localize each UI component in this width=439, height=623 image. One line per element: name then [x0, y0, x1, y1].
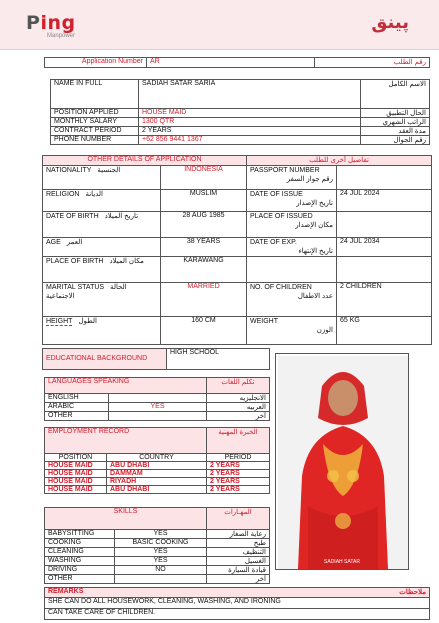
personal-info-table — [50, 79, 430, 145]
personal-label: CONTRACT PERIOD — [51, 127, 139, 136]
skill-label-ar: رعاية الصغار — [207, 530, 270, 539]
detail-label — [43, 190, 161, 212]
skill-label-ar: الغسيل — [207, 557, 270, 566]
employment-country: DAMMAM — [107, 470, 207, 478]
detail-value: KARAWANG — [161, 257, 247, 283]
applicant-photo — [275, 353, 409, 570]
detail-label-2-en: WEIGHT — [250, 318, 278, 325]
employment-row — [45, 462, 270, 470]
language-label: ENGLISH — [45, 394, 109, 403]
languages-table — [44, 377, 270, 421]
detail-label — [43, 283, 161, 317]
language-row — [45, 403, 270, 412]
detail-label-2-en: DATE OF ISSUE — [250, 191, 303, 198]
detail-label-2-en: PASSPORT NUMBER — [250, 167, 320, 174]
personal-value: SADIAH SATAR SARIA — [139, 80, 361, 109]
skill-value: NO — [115, 566, 207, 575]
language-label-ar: آخر — [207, 412, 270, 421]
detail-value: MUSLIM — [161, 190, 247, 212]
detail-label-ar: العمر — [66, 239, 83, 246]
education-table — [42, 348, 270, 370]
personal-label-ar: رقم الجوال — [361, 136, 430, 145]
detail-value: 160 CM — [161, 317, 247, 345]
personal-row — [51, 80, 430, 109]
skill-label: COOKING — [45, 539, 115, 548]
detail-label-2 — [247, 166, 337, 190]
skill-value — [115, 575, 207, 584]
other-details-row — [43, 257, 432, 283]
personal-row — [51, 136, 430, 145]
language-value: YES — [109, 403, 207, 412]
detail-label-2 — [247, 212, 337, 238]
detail-label — [43, 257, 161, 283]
employment-column-header: COUNTRY — [107, 454, 207, 462]
header-banner — [0, 0, 439, 50]
detail-label-2-en: PLACE OF ISSUED — [250, 213, 313, 220]
detail-label-en: PLACE OF BIRTH — [46, 258, 104, 265]
remarks-table — [44, 587, 430, 620]
logo-subtitle: Manpower — [47, 33, 76, 39]
employment-position: HOUSE MAID — [45, 470, 107, 478]
employment-table — [44, 427, 270, 494]
employment-country: RIYADH — [107, 478, 207, 486]
detail-label — [43, 166, 161, 190]
detail-label-2-ar: الوزن — [316, 327, 333, 334]
detail-label-en: RELIGION — [46, 191, 80, 198]
skill-value: YES — [115, 530, 207, 539]
personal-value: 2 YEARS — [139, 127, 361, 136]
remarks-line-2: CAN TAKE CARE OF CHILDREN. — [45, 609, 430, 620]
detail-value: 38 YEARS — [161, 238, 247, 257]
personal-label: PHONE NUMBER — [51, 136, 139, 145]
personal-row — [51, 118, 430, 127]
detail-value-2: 24 JUL 2034 — [337, 238, 432, 257]
skill-row — [45, 557, 270, 566]
detail-label-ar: الديانة — [85, 191, 103, 198]
detail-value-2 — [337, 212, 432, 238]
application-number-table — [44, 57, 430, 68]
personal-label-ar: الحال التطبيق — [361, 109, 430, 118]
detail-label-2 — [247, 190, 337, 212]
detail-label-ar: الطول — [78, 318, 97, 325]
applicant-portrait — [278, 356, 408, 569]
employment-period: 2 YEARS — [207, 462, 270, 470]
skill-row — [45, 530, 270, 539]
detail-value-2: 2 CHILDREN — [337, 283, 432, 317]
ping-logo: Ping — [26, 12, 76, 34]
employment-position: HOUSE MAID — [45, 462, 107, 470]
employment-title-ar: الخبرة المهنية — [207, 428, 270, 454]
skill-label-ar: طبخ — [207, 539, 270, 548]
remarks-label-ar: ملاحظات — [259, 588, 429, 598]
skill-label: BABYSITTING — [45, 530, 115, 539]
skill-label: OTHER — [45, 575, 115, 584]
education-label: EDUCATIONAL BACKGROUND — [43, 349, 167, 370]
language-label: OTHER — [45, 412, 109, 421]
language-row — [45, 412, 270, 421]
detail-label — [43, 317, 161, 345]
employment-period: 2 YEARS — [207, 486, 270, 494]
skill-label: DRIVING — [45, 566, 115, 575]
application-number-label-ar: رقم الطلب — [315, 58, 430, 68]
detail-label — [43, 212, 161, 238]
detail-value-2: 65 KG — [337, 317, 432, 345]
detail-label-2 — [247, 317, 337, 345]
detail-label-2 — [247, 283, 337, 317]
skill-row — [45, 539, 270, 548]
detail-label-2 — [247, 257, 337, 283]
personal-row — [51, 127, 430, 136]
detail-label-ar: الجنسية — [97, 167, 121, 174]
employment-position: HOUSE MAID — [45, 486, 107, 494]
language-label-ar: العربيه — [207, 403, 270, 412]
detail-value: MARRIED — [161, 283, 247, 317]
remarks-label: REMARKS — [45, 588, 260, 598]
skill-value: BASIC COOKING — [115, 539, 207, 548]
personal-value: +62 856 9441 1367 — [139, 136, 361, 145]
skill-label-ar: التنظيف — [207, 548, 270, 557]
detail-value: INDONESIA — [161, 166, 247, 190]
other-details-row — [43, 238, 432, 257]
skill-value: YES — [115, 557, 207, 566]
skill-label: WASHING — [45, 557, 115, 566]
detail-label-2-ar: عدد الاطفال — [297, 293, 333, 300]
employment-column-header: POSITION — [45, 454, 107, 462]
language-label: ARABIC — [45, 403, 109, 412]
detail-label-2-ar: رقم جواز السفر — [286, 176, 333, 183]
skill-label: CLEANING — [45, 548, 115, 557]
skill-label-ar: قيادة السيارة — [207, 566, 270, 575]
employment-country: ABU DHABI — [107, 462, 207, 470]
other-details-title: OTHER DETAILS OF APPLICATION — [43, 156, 247, 166]
detail-label-en: AGE — [46, 239, 61, 246]
detail-label-en: DATE OF BIRTH — [46, 213, 99, 220]
employment-country: ABU DHABI — [107, 486, 207, 494]
personal-label: MONTHLY SALARY — [51, 118, 139, 127]
remarks-line-1: SHE CAN DO ALL HOUSEWORK, CLEANING, WASHING, AND IRONING — [45, 598, 430, 609]
employment-title: EMPLOYMENT RECORD — [45, 428, 207, 454]
skill-row — [45, 548, 270, 557]
skill-label-ar: آخر — [207, 575, 270, 584]
other-details-row — [43, 283, 432, 317]
personal-value: HOUSE MAID — [139, 109, 361, 118]
detail-label-2-ar: تاريخ الإنتهاء — [298, 248, 333, 255]
detail-label-2-ar: مكان الإصدار — [295, 222, 333, 229]
detail-label-ar: تاريخ الميلاد — [104, 213, 139, 220]
skill-value: YES — [115, 548, 207, 557]
skill-row — [45, 566, 270, 575]
other-details-table — [42, 155, 432, 345]
application-number-label: Application Number — [45, 58, 147, 68]
language-label-ar: الانجليزيه — [207, 394, 270, 403]
employment-row — [45, 470, 270, 478]
language-value — [109, 412, 207, 421]
skills-table — [44, 507, 270, 584]
detail-value-2 — [337, 166, 432, 190]
personal-value: 1300 QTR — [139, 118, 361, 127]
arabic-logo: ﭘﯿﻨﻖ — [371, 12, 409, 33]
personal-row — [51, 109, 430, 118]
languages-title-ar: تكلم اللغات — [207, 378, 270, 394]
skills-title-ar: المهـارات — [207, 508, 270, 530]
personal-label-ar: الراتب الشهري — [361, 118, 430, 127]
detail-value-2 — [337, 257, 432, 283]
detail-label-ar: مكان الميلاد — [109, 258, 144, 265]
detail-label-ar: الحالة الاجتماعية — [46, 284, 127, 300]
photo-caption: SADIAH SATAR — [324, 559, 360, 565]
detail-label-2-en: DATE OF EXP. — [250, 239, 297, 246]
employment-period: 2 YEARS — [207, 470, 270, 478]
detail-label — [43, 238, 161, 257]
employment-column-header: PERIOD — [207, 454, 270, 462]
education-value: HIGH SCHOOL — [167, 349, 270, 370]
personal-label-ar: الاسم الكامل — [361, 80, 430, 109]
other-details-row — [43, 317, 432, 345]
employment-row — [45, 486, 270, 494]
detail-label-en: MARITAL STATUS — [46, 284, 105, 291]
detail-label-2-ar: تاريخ الإصدار — [296, 200, 333, 207]
detail-value: 28 AUG 1985 — [161, 212, 247, 238]
employment-period: 2 YEARS — [207, 478, 270, 486]
detail-label-en: HEIGHT — [46, 318, 73, 325]
personal-label: POSITION APPLIED — [51, 109, 139, 118]
skill-row — [45, 575, 270, 584]
personal-label: NAME IN FULL — [51, 80, 139, 109]
languages-title: LANGUAGES SPEAKING — [45, 378, 207, 394]
detail-label-2 — [247, 238, 337, 257]
personal-label-ar: مدة العقد — [361, 127, 430, 136]
employment-row — [45, 478, 270, 486]
application-number-value: AR — [147, 58, 315, 68]
other-details-row — [43, 212, 432, 238]
language-row — [45, 394, 270, 403]
detail-value-2: 24 JUL 2024 — [337, 190, 432, 212]
language-value — [109, 394, 207, 403]
detail-label-2-en: NO. OF CHILDREN — [250, 284, 312, 291]
skills-title: SKILLS — [45, 508, 207, 530]
detail-label-en: NATIONALITY — [46, 167, 92, 174]
employment-position: HOUSE MAID — [45, 478, 107, 486]
other-details-title-ar: تفاصيل أخرى للطلب — [247, 156, 432, 166]
other-details-row — [43, 166, 432, 190]
other-details-row — [43, 190, 432, 212]
